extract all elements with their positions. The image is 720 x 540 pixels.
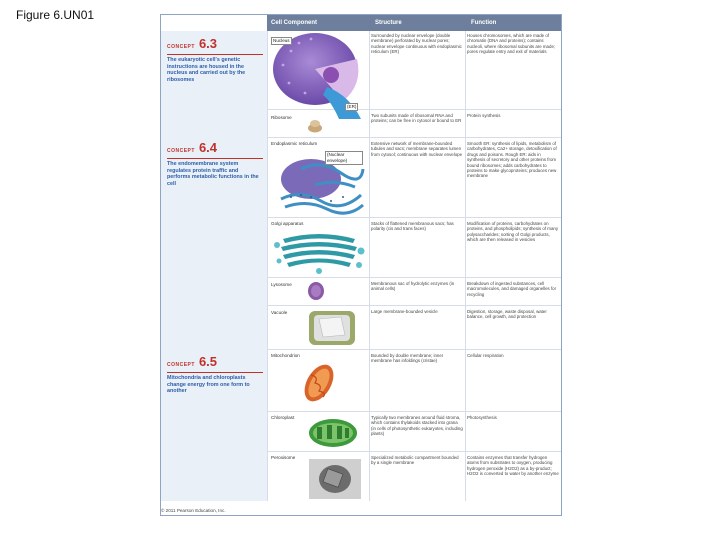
structure-cell: Specialized metabolic compartment bounded by a single membrane [371,455,459,466]
column-divider [465,31,466,501]
function-cell: Houses chromosomes, which are made of chromatin (DNA and proteins); contains nucleoli, where ribosomal subunits are made; pores regulate entry and exit of materials [467,33,556,55]
summary-table [160,14,562,516]
function-cell: Photosynthesis [467,415,497,420]
function-cell: Contains enzymes that transfer hydrogen atoms from substrates to oxygen, producing hydrogen peroxide (H2O2) as a by-product; H2O2 is converted to water by another enzyme [467,455,559,477]
row-divider [267,305,561,306]
row-divider [267,411,561,412]
figure-title: Figure 6.UN01 [16,8,95,22]
structure-cell: Two subunits made of ribosomal RNA and proteins; can be free in cytosol or bound to ER [371,113,462,124]
concept-text: The eukaryotic cell's genetic instructions are housed in the nucleus and carried out by the ribosomes [167,57,246,83]
concept-label: CONCEPT [167,148,195,154]
concept-6-3 [167,35,263,83]
component-cell: Ribosome [271,115,292,120]
function-cell: Protein synthesis [467,113,501,118]
copyright-credit: © 2011 Pearson Education, Inc. [161,508,226,513]
concept-label: CONCEPT [167,362,195,368]
concept-rule [167,372,263,373]
nuclear-envelope-callout: (Nuclear envelope) [325,151,363,165]
structure-cell: Membranous sac of hydrolytic enzymes (in animal cells) [371,281,455,292]
component-cell: Peroxisome [271,455,296,460]
function-cell: Smooth ER: synthesis of lipids, metabolism of carbohydrates, Ca2+ storage, detoxification of drugs and poisons. Rough ER: aids in synthesis of secretory and other proteins from bound ribosomes; adds carbohydrates to proteins to make glycoproteins; produces new membrane [467,141,557,179]
vacuole-illustration [307,309,357,347]
concept-rule [167,158,263,159]
header-cell-function: Function [471,20,497,26]
function-cell: Breakdown of ingested substances, cell macromolecules, and damaged organelles for recycling [467,281,557,297]
row-divider [267,137,561,138]
component-cell: Golgi apparatus [271,221,304,226]
golgi-illustration [273,227,365,275]
concept-number: 6.4 [198,140,218,155]
mitochondrion-illustration [299,361,339,405]
header-cell-component: Cell Component [271,20,317,26]
header-cell-structure: Structure [375,20,402,26]
row-divider [267,217,561,218]
row-divider [267,349,561,350]
concept-6-5 [167,353,263,395]
row-divider [267,451,561,452]
structure-cell: Extensive network of membrane-bounded tubules and sacs; membrane separates lumen from cytosol; continuous with nuclear envelope [371,141,463,157]
component-cell: Endoplasmic reticulum [271,141,318,146]
concept-number: 6.3 [198,36,218,51]
function-cell: Modification of proteins, carbohydrates on proteins, and phospholipids; synthesis of many polysaccharides; sorting of Golgi products, which are then released in vesicles [467,221,559,243]
column-divider [267,31,268,501]
ribosome-illustration [307,119,323,133]
structure-cell: Typically two membranes around fluid stroma, which contains thylakoids stacked into grana (in cells of photosynthetic eukaryotes, including plants) [371,415,463,437]
concept-6-4 [167,139,263,187]
chloroplast-illustration [307,417,359,449]
component-cell: Lysosome [271,282,292,287]
concept-label: CONCEPT [167,44,195,50]
er-callout: (ER) [347,104,357,109]
concept-text: Mitochondria and chloroplasts change energy from one form to another [167,375,250,395]
structure-cell: Surrounded by nuclear envelope (double membrane) perforated by nuclear pores; nuclear envelope continuous with endoplasmic reticulum (ER) [371,33,462,55]
lysosome-illustration [307,281,325,301]
structure-cell: Large membrane-bounded vesicle [371,309,438,314]
component-cell: Mitochondrion [271,353,300,358]
column-divider [369,31,370,501]
structure-cell: Stacks of flattened membranous sacs; has polarity (cis and trans faces) [371,221,454,232]
component-cell: Vacuole [271,310,288,315]
concept-rule [167,54,263,55]
peroxisome-illustration [307,457,363,501]
concept-text: The endomembrane system regulates protein traffic and performs metabolic functions in the cell [167,161,259,187]
row-divider [267,109,561,110]
function-cell: Digestion, storage, waste disposal, water balance, cell growth, and protection [467,309,547,320]
concept-number: 6.5 [198,354,218,369]
row-divider [267,277,561,278]
function-cell: Cellular respiration [467,353,504,358]
structure-cell: Bounded by double membrane; inner membrane has infoldings (cristae) [371,353,444,364]
nucleus-callout: Nucleus [273,38,290,43]
component-cell: Chloroplast [271,415,295,420]
